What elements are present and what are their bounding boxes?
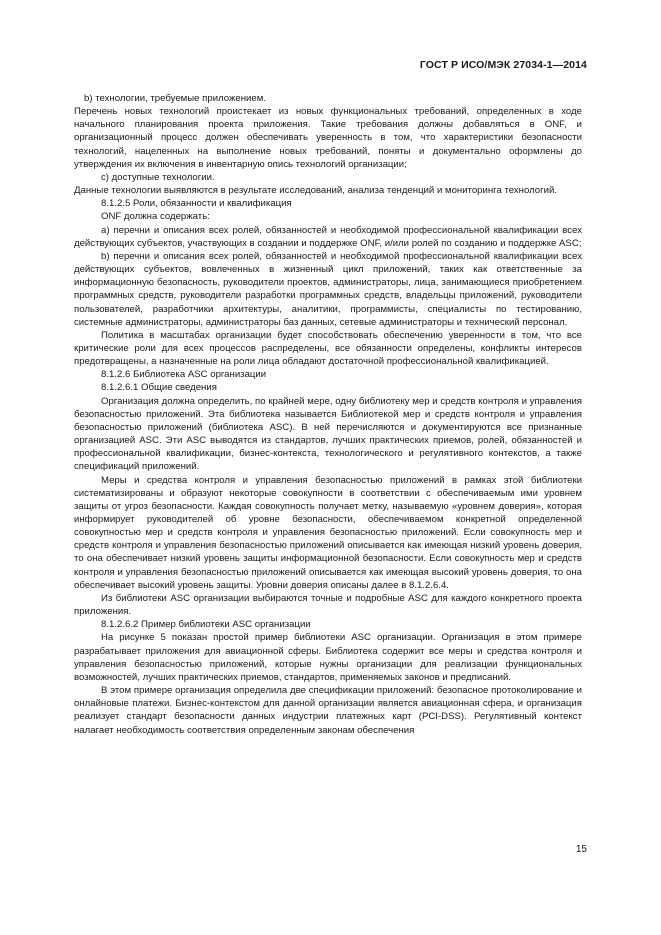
document-header: ГОСТ Р ИСО/МЭК 27034-1—2014	[419, 59, 587, 71]
paragraph: Из библиотеки ASC организации выбираются точные и подробные ASC для каждого конкретного проекта приложения.	[74, 592, 582, 618]
page-number: 15	[575, 844, 587, 855]
paragraph: b) перечни и описания всех ролей, обязанностей и необходимой профессиональной квалификации всех действующих субъектов, вовлеченных в жизненный цикл приложений, таких как ответственные за информационную безопасность, руководители проектов, администраторы, лица, занимающиеся приобретением программных средств, руководители разработки программных средств, владельцы приложений, руководители пользователей, разработчики архитектуры, аналитики, программисты, специалисты по тестированию, системные администраторы, администраторы баз данных, сетевые администраторы и технический персонал.	[74, 250, 582, 328]
paragraph: b) технологии, требуемые приложением.	[84, 93, 267, 104]
paragraph: На рисунке 5 показан простой пример библиотеки ASC организации. Организация в этом примере разрабатывает приложения для авиационной сферы. Библиотека содержит все меры и средства контроля и управления безопасностью приложений, которые нужны организации для реализации функциональных возможностей, лучших практических приемов, стандартов, применяемых законов и предписаний.	[74, 632, 582, 683]
paragraph: 8.1.2.6 Библиотека ASC организации	[101, 369, 267, 381]
paragraph: 8.1.2.6.1 Общие сведения	[101, 382, 217, 394]
paragraph: Перечень новых технологий проистекает из новых функциональных требований, определенных в ходе начального планирования проекта приложения. Такие требования должны добавляться в ONF, и организационный процесс должен обеспечивать уверенность в том, что характеристики безопасности технологий, нацеленных на выполнение новых требований, поняты и документально оформлены до утверждения их включения в инвентарную опись технологий организации;	[74, 106, 582, 170]
paragraph: с) доступные технологии.	[101, 171, 215, 183]
paragraph: a) перечни и описания всех ролей, обязанностей и необходимой профессиональной квалификации всех действующих субъектов, участвующих в создании и поддержке ONF, и/или ролей по созданию и поддержке ASC;	[74, 224, 582, 249]
paragraph: Меры и средства контроля и управления безопасностью приложений в рамках этой библиотеки систематизированы и образуют некоторые совокупности в соответствии с обеспечиваемым ими уровнем защиты от угроз безопасности. Каждая совокупность получает метку, называемую «уровнем доверия», которая информирует руководителей об уровне безопасности, обеспечиваемом конкретной определенной совокупностью мер и средств контроля и управления безопасностью приложений. Если совокупность мер и средств контроля и управления безопасностью приложений описывается как имеющая низкий уровень доверия, то она обеспечивает низкий уровень защиты информационной безопасности. Если совокупность мер и средств контроля и управления безопасностью приложений описывается как имеющая высокий уровень доверия, то она обеспечивает высокий уровень защиты. Уровни доверия описаны далее в 8.1.2.6.4.	[74, 474, 582, 591]
paragraph: В этом примере организация определила две спецификации приложений: безопасное протоколирование и онлайновые платежи. Бизнес-контекстом для данной организации является авиационная сфера, и организация реализует стандарт безопасности данных индустрии платежных карт (PCI-DSS). Регулятивный контекст налагает необходимость соответствия определенным законам обеспечения	[74, 685, 582, 736]
paragraph: 8.1.2.5 Роли, обязанности и квалификация	[101, 198, 292, 210]
paragraph: Данные технологии выявляются в результате исследований, анализа тенденций и мониторинга технологий.	[74, 185, 558, 197]
document-body	[74, 92, 582, 737]
paragraph: Организация должна определить, по крайней мере, одну библиотеку мер и средств контроля и управления безопасностью приложений. Эта библиотека называется Библиотекой мер и средств контроля и управления безопасностью приложений (библиотека ASC). В ней перечисляются и документируются все признанные организацией ASC. Эти ASC выводятся из стандартов, лучших практических приемов, ролей, обязанностей и профессиональной квалификации, бизнес-контекста, технологического и регулятивного контекстов, а также спецификаций приложений.	[74, 395, 582, 473]
paragraph: 8.1.2.6.2 Пример библиотеки ASC организации	[101, 619, 311, 631]
paragraph: Политика в масштабах организации будет способствовать обеспечению уверенности в том, что все критические роли для всех процессов распределены, все обязанности определены, конфликты интересов предотвращены, а назначенные на роли лица обладают достаточной профессиональной квалификацией.	[74, 329, 582, 368]
paragraph: ONF должна содержать:	[101, 211, 210, 223]
